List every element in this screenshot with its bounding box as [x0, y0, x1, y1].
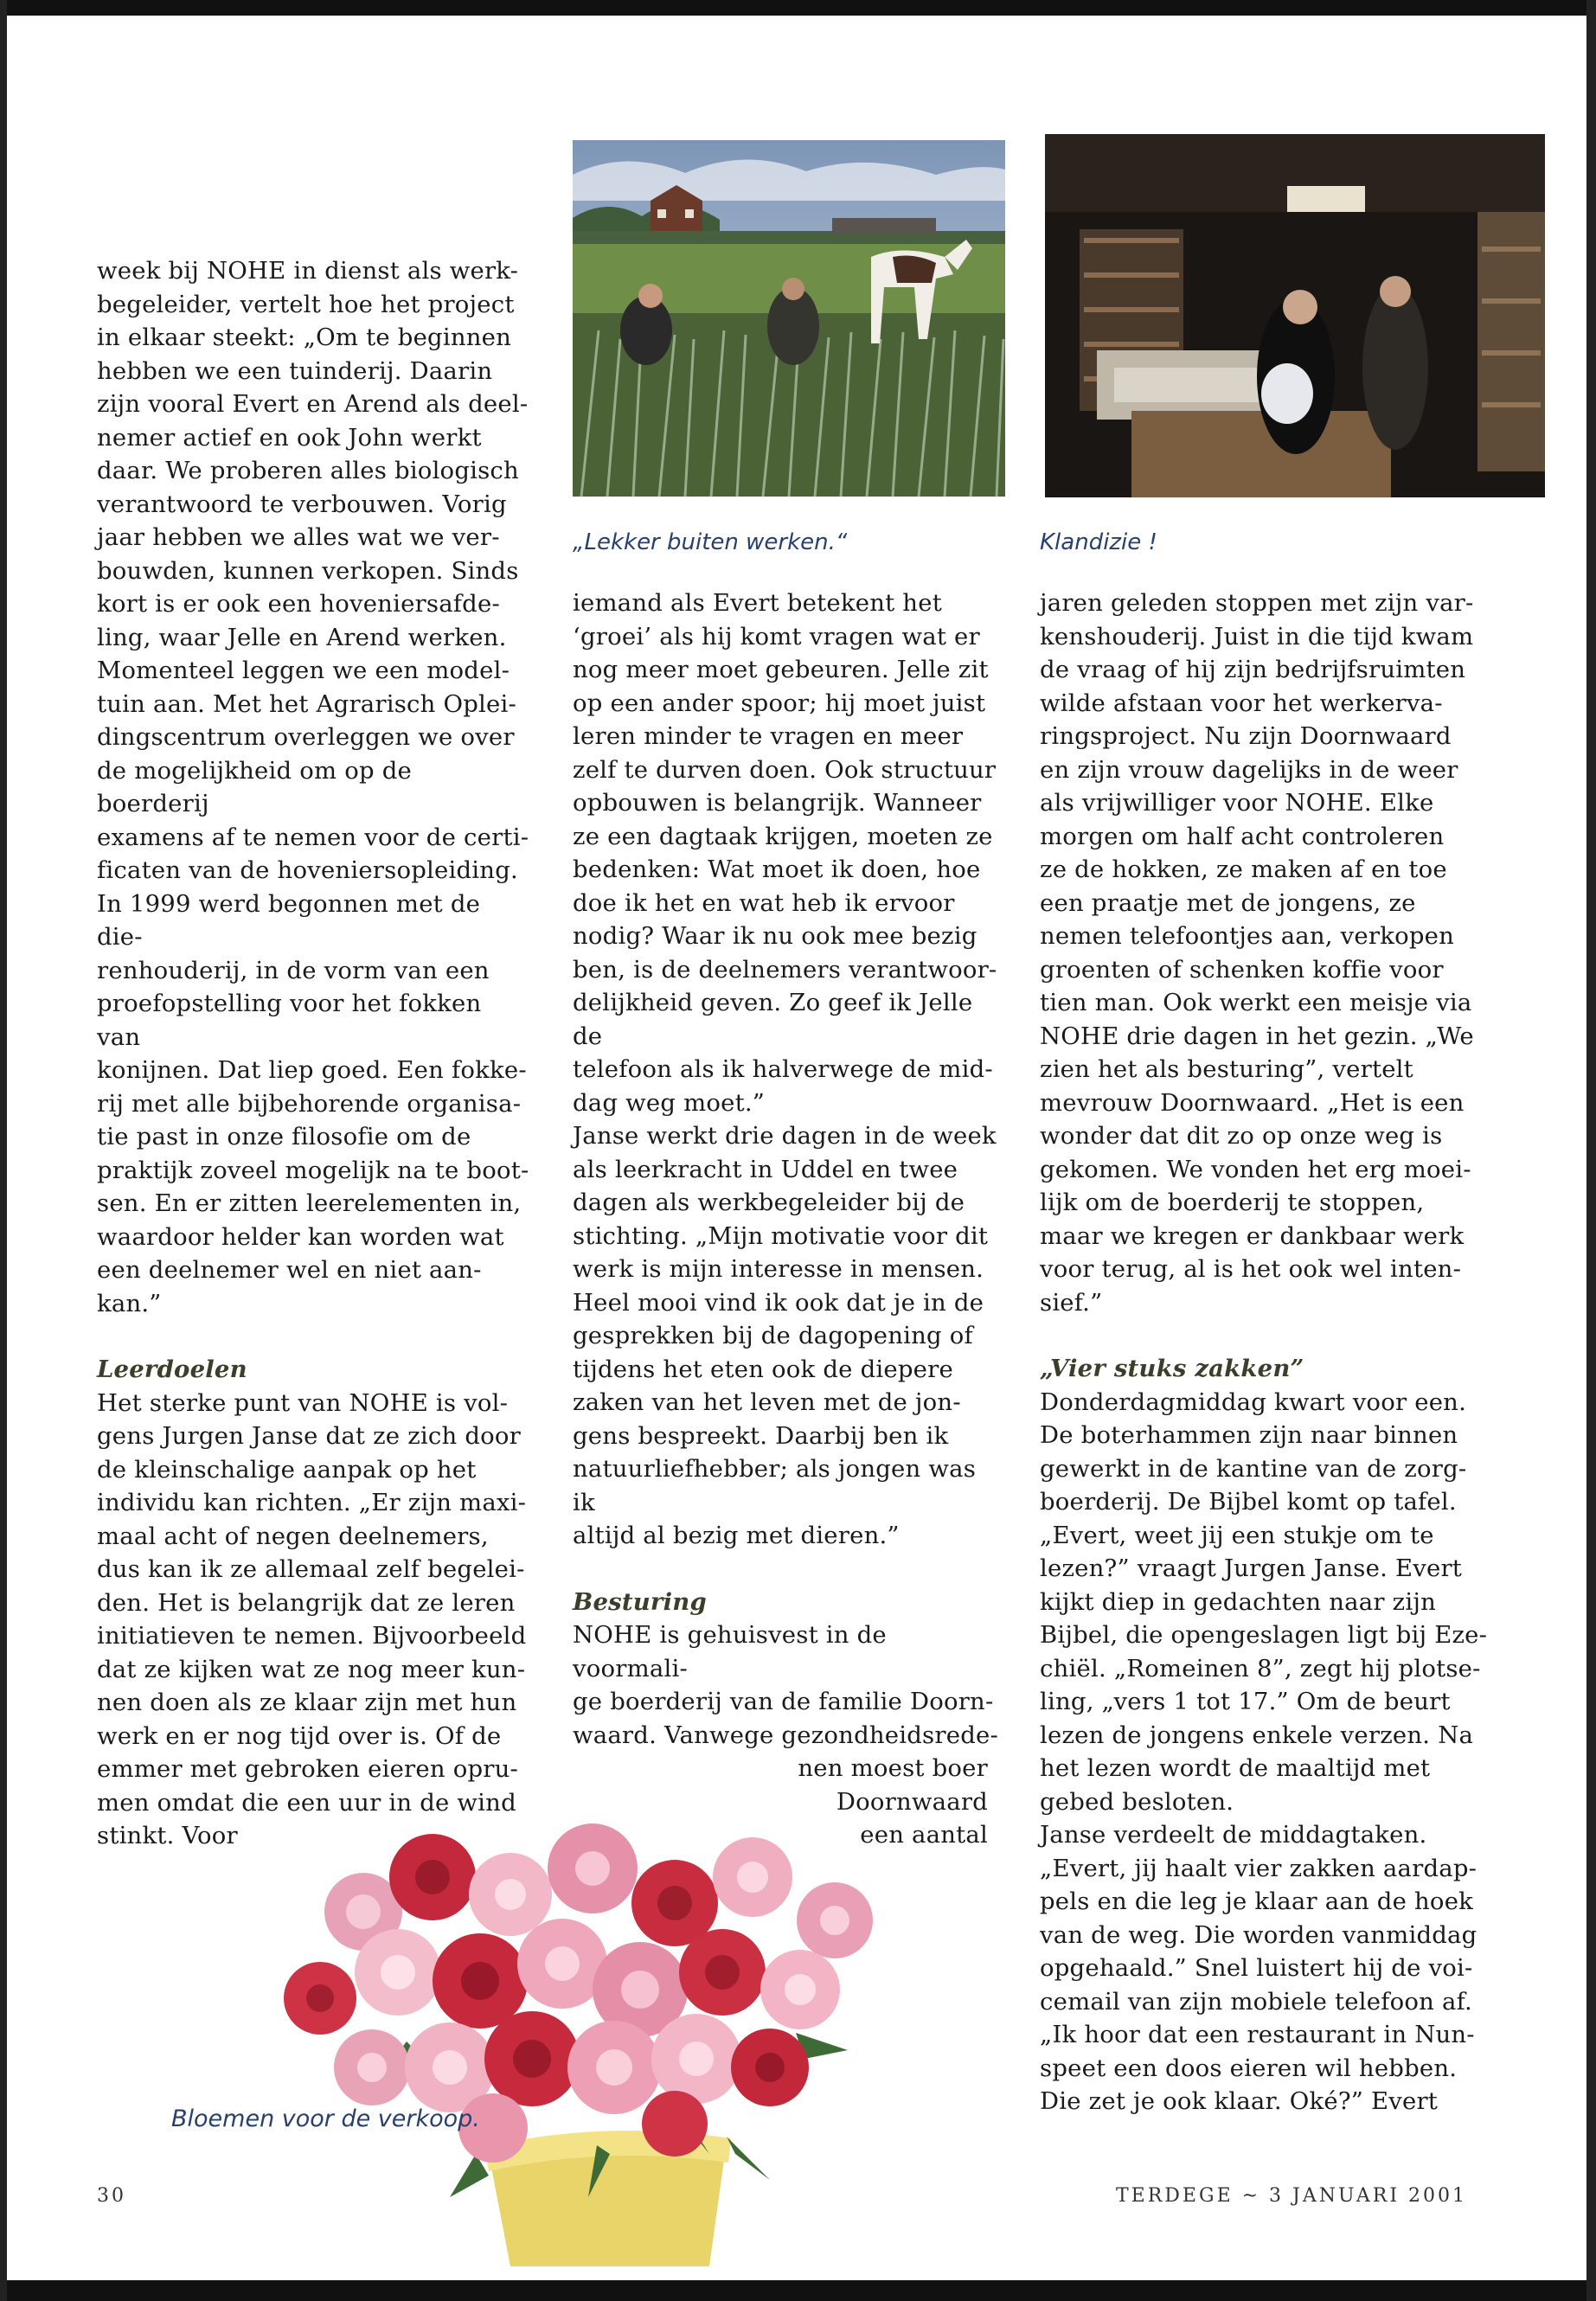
- text-line: den. Het is belangrijk dat ze leren: [97, 1588, 516, 1617]
- text-line: tijdens het eten ook de diepere: [573, 1355, 953, 1383]
- text-line: de kleinschalige aanpak op het: [97, 1455, 477, 1484]
- text-line: dag weg moet.”: [573, 1088, 766, 1117]
- text-line: pels en die leg je klaar aan de hoek: [1040, 1888, 1474, 1915]
- text-line: Doornwaard: [836, 1787, 988, 1816]
- text-line: initiatieven te nemen. Bijvoorbeeld: [97, 1622, 527, 1650]
- text-line: week bij NOHE in dienst als werk-: [97, 257, 519, 285]
- text-line: kijkt diep in gedachten naar zijn: [1040, 1587, 1436, 1616]
- field-photo: [573, 140, 1005, 497]
- text-line: bedenken: Wat moet ik doen, hoe: [573, 856, 981, 883]
- text-line: begeleider, vertelt hoe het project: [97, 290, 515, 318]
- flowers-caption: Bloemen voor de verkoop.: [171, 2106, 480, 2132]
- text-line: morgen om half acht controleren: [1040, 822, 1445, 850]
- text-line: nemer actief en ook John werkt: [97, 423, 482, 452]
- text-line: een aantal: [860, 1821, 988, 1849]
- text-line: ge boerderij van de familie Doorn-: [573, 1688, 994, 1715]
- text-line: boerderij. De Bijbel komt op tafel.: [1040, 1488, 1457, 1516]
- text-line: renhouderij, in de vorm van een: [97, 956, 490, 984]
- text-line: sief.”: [1040, 1288, 1103, 1317]
- text-line: Momenteel leggen we een model-: [97, 657, 510, 684]
- text-line: jaren geleden stoppen met zijn var-: [1040, 589, 1474, 617]
- text-line: een deelnemer wel en niet aan-: [97, 1256, 482, 1284]
- text-line: tie past in onze filosofie om de: [97, 1123, 471, 1150]
- text-line: nen doen als ze klaar zijn met hun: [97, 1689, 517, 1716]
- text-line: opgehaald.” Snel luistert hij de voi-: [1040, 1954, 1473, 1982]
- text-line: „Evert, weet jij een stukje om te: [1040, 1521, 1434, 1549]
- text-line: zien het als besturing”, vertelt: [1040, 1055, 1413, 1083]
- article-column-3: [1040, 586, 1490, 2118]
- text-line: speet een doos eieren wil hebben.: [1040, 2054, 1458, 2082]
- text-line: verantwoord te verbouwen. Vorig: [97, 490, 507, 518]
- text-line: Het sterke punt van NOHE is vol-: [97, 1388, 509, 1417]
- text-line: daar. We proberen alles biologisch: [97, 457, 519, 484]
- text-line: „Evert, jij haalt vier zakken aardap-: [1040, 1854, 1477, 1882]
- text-line: voor terug, al is het ook wel inten-: [1040, 1255, 1462, 1283]
- text-line: tien man. Ook werkt een meisje via: [1040, 989, 1472, 1016]
- text-line: leren minder te vragen en meer: [573, 722, 964, 750]
- text-line: wonder dat dit zo op onze weg is: [1040, 1122, 1443, 1150]
- text-line: gewerkt in de kantine van de zorg-: [1040, 1454, 1467, 1483]
- text-line: telefoon als ik halverwege de mid-: [573, 1055, 993, 1083]
- text-line: NOHE is gehuisvest in de voormali-: [573, 1621, 887, 1682]
- text-line: hebben we een tuinderij. Daarin: [97, 356, 493, 385]
- text-line: Janse verdeelt de middagtaken.: [1040, 1821, 1427, 1849]
- text-line: dagen als werkbegeleider bij de: [573, 1189, 965, 1216]
- text-line: wilde afstaan voor het werkerva-: [1040, 689, 1443, 717]
- column-1-paragraph-1: [97, 254, 529, 1320]
- scan-border-left: [0, 0, 7, 2301]
- text-line: kan.”: [97, 1289, 162, 1317]
- text-line: in elkaar steekt: „Om te beginnen: [97, 324, 512, 351]
- text-line: nemen telefoontjes aan, verkopen: [1040, 922, 1455, 950]
- text-line: ficaten van de hoveniersopleiding.: [97, 856, 518, 884]
- text-line: de mogelijkheid om op de boerderij: [97, 756, 412, 817]
- text-line: NOHE drie dagen in het gezin. „We: [1040, 1022, 1474, 1050]
- text-line: doe ik het en wat heb ik ervoor: [573, 888, 955, 917]
- text-line: Donderdagmiddag kwart voor een.: [1040, 1388, 1467, 1416]
- text-line: lijk om de boerderij te stoppen,: [1040, 1189, 1425, 1216]
- text-line: men omdat die een uur in de wind: [97, 1788, 516, 1817]
- text-line: nodig? Waar ik nu ook mee bezig: [573, 922, 977, 950]
- text-line: gesprekken bij de dagopening of: [573, 1322, 973, 1349]
- text-line: jaar hebben we alles wat we ver-: [97, 523, 500, 551]
- text-line: individu kan richten. „Er zijn maxi-: [97, 1489, 527, 1516]
- text-line: waardoor helder kan worden wat: [97, 1222, 504, 1251]
- text-line: van de weg. Die worden vanmiddag: [1040, 1920, 1477, 1949]
- text-line: maar we kregen er dankbaar werk: [1040, 1221, 1465, 1250]
- text-line: ringsproject. Nu zijn Doornwaard: [1040, 722, 1452, 750]
- text-line: ze een dagtaak krijgen, moeten ze: [573, 822, 993, 850]
- text-line: praktijk zoveel mogelijk na te boot-: [97, 1156, 529, 1184]
- column-3-paragraph-1: [1040, 586, 1490, 1319]
- text-line: dingscentrum overleggen we over: [97, 723, 515, 751]
- page-number: 30: [97, 2185, 126, 2207]
- text-line: altijd al bezig met dieren.”: [573, 1522, 900, 1549]
- text-line: en zijn vrouw dagelijks in de weer: [1040, 755, 1458, 784]
- text-line: gens bespreekt. Daarbij ben ik: [573, 1421, 949, 1450]
- shop-photo-caption: Klandizie !: [1040, 529, 1157, 555]
- scan-border-bottom: [0, 2280, 1596, 2301]
- text-line: maal acht of negen deelnemers,: [97, 1522, 489, 1550]
- text-line: stinkt. Voor: [97, 1822, 238, 1849]
- text-line: Janse werkt drie dagen in de week: [573, 1122, 997, 1150]
- text-line: cemail van zijn mobiele telefoon af.: [1040, 1987, 1472, 2016]
- text-line: gekomen. We vonden het erg moei-: [1040, 1155, 1471, 1183]
- text-line: als vrijwilliger voor NOHE. Elke: [1040, 789, 1434, 817]
- article-column-2: [573, 586, 1005, 1852]
- text-line: rij met alle bijbehorende organisa-: [97, 1089, 522, 1118]
- text-line: sen. En er zitten leerelementen in,: [97, 1189, 522, 1217]
- text-line: dat ze kijken wat ze nog meer kun-: [97, 1655, 526, 1683]
- text-line: dus kan ik ze allemaal zelf begelei-: [97, 1555, 525, 1583]
- scan-border-top: [0, 0, 1596, 16]
- text-line: werk is mijn interesse in mensen.: [573, 1255, 984, 1283]
- text-line: tuin aan. Met het Agrarisch Oplei-: [97, 689, 517, 718]
- text-line: ling, waar Jelle en Arend werken.: [97, 623, 507, 651]
- text-line: konijnen. Dat liep goed. Een fokke-: [97, 1056, 527, 1084]
- subheading-leerdoelen: Leerdoelen: [97, 1356, 247, 1383]
- text-line: bouwden, kunnen verkopen. Sinds: [97, 556, 519, 585]
- text-line: De boterhammen zijn naar binnen: [1040, 1421, 1458, 1449]
- text-line: zelf te durven doen. Ook structuur: [573, 755, 997, 784]
- text-line: ben, is de deelnemers verantwoor-: [573, 955, 997, 984]
- flower-bucket-photo: [190, 1747, 1021, 2266]
- subheading-vier-stuks-zakken: „Vier stuks zakken”: [1040, 1355, 1304, 1382]
- text-line: Bijbel, die opengeslagen ligt bij Eze-: [1040, 1621, 1488, 1649]
- text-line: lezen?” vraagt Jurgen Janse. Evert: [1040, 1554, 1463, 1582]
- text-line: Heel mooi vind ik ook dat je in de: [573, 1288, 984, 1317]
- shop-photo: [1045, 134, 1545, 497]
- text-line: gens Jurgen Janse dat ze zich door: [97, 1422, 522, 1450]
- text-line: chiël. „Romeinen 8”, zegt hij plotse-: [1040, 1654, 1481, 1682]
- text-line: examens af te nemen voor de certi-: [97, 823, 529, 851]
- scan-border-right: [1586, 0, 1596, 2301]
- text-line: kort is er ook een hoveniersafde-: [97, 590, 500, 618]
- text-line: ling, „vers 1 tot 17.” Om de beurt: [1040, 1688, 1451, 1715]
- text-line: de vraag of hij zijn bedrijfsruimten: [1040, 656, 1466, 683]
- text-line: emmer met gebroken eieren opru-: [97, 1755, 519, 1783]
- text-line: iemand als Evert betekent het: [573, 589, 942, 617]
- text-line: groenten of schenken koffie voor: [1040, 955, 1444, 984]
- text-line: mevrouw Doornwaard. „Het is een: [1040, 1088, 1465, 1117]
- text-line: natuurliefhebber; als jongen was ik: [573, 1455, 977, 1516]
- text-line: ‘groei’ als hij komt vragen wat er: [573, 622, 980, 651]
- column-2-paragraph-2: [573, 1618, 1005, 1752]
- field-photo-caption: „Lekker buiten werken.“: [573, 529, 848, 555]
- text-line: ze de hokken, ze maken af en toe: [1040, 856, 1447, 883]
- article-column-1: [97, 254, 529, 1853]
- text-line: opbouwen is belangrijk. Wanneer: [573, 789, 982, 817]
- text-line: nog meer moet gebeuren. Jelle zit: [573, 656, 989, 683]
- text-line: delijkheid geven. Zo geef ik Jelle de: [573, 989, 973, 1050]
- text-line: proefopstelling voor het fokken van: [97, 990, 482, 1051]
- text-line: zaken van het leven met de jon-: [573, 1388, 961, 1416]
- text-line: lezen de jongens enkele verzen. Na: [1040, 1721, 1474, 1749]
- text-line: stichting. „Mijn motivatie voor dit: [573, 1221, 989, 1250]
- text-line: nen moest boer: [798, 1754, 988, 1782]
- publication-footer: TERDEGE ~ 3 JANUARI 2001: [1116, 2185, 1467, 2207]
- text-line: gebed besloten.: [1040, 1787, 1234, 1816]
- text-line: „Ik hoor dat een restaurant in Nun-: [1040, 2021, 1475, 2048]
- text-line: een praatje met de jongens, ze: [1040, 888, 1416, 917]
- text-line: het lezen wordt de maaltijd met: [1040, 1754, 1431, 1782]
- column-2-paragraph-1: [573, 586, 1005, 1553]
- text-line: werk en er nog tijd over is. Of de: [97, 1721, 502, 1750]
- subheading-besturing: Besturing: [573, 1587, 707, 1616]
- text-line: als leerkracht in Uddel en twee: [573, 1155, 958, 1183]
- column-3-paragraph-2: [1040, 1386, 1490, 2118]
- text-line: op een ander spoor; hij moet juist: [573, 689, 986, 717]
- text-line: In 1999 werd begonnen met de die-: [97, 889, 481, 951]
- text-line: waard. Vanwege gezondheidsrede-: [573, 1721, 998, 1749]
- text-line: zijn vooral Evert en Arend als deel-: [97, 390, 529, 418]
- text-line: kenshouderij. Juist in die tijd kwam: [1040, 622, 1474, 651]
- text-line: Die zet je ook klaar. Oké?” Evert: [1040, 2087, 1439, 2115]
